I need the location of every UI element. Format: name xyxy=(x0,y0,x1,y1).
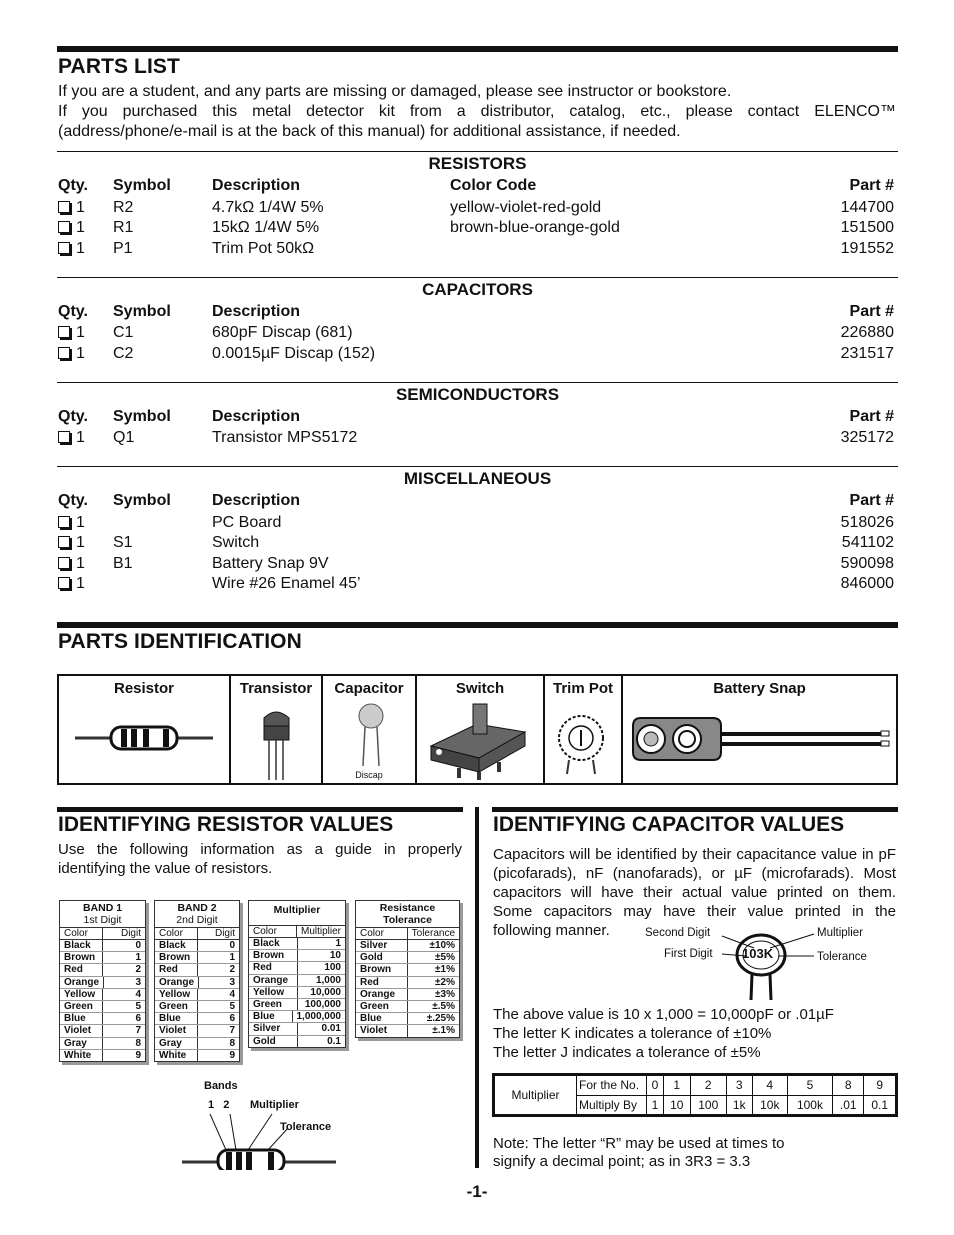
parts-list-intro xyxy=(58,82,896,142)
col-description: Description xyxy=(212,177,301,194)
checkbox[interactable] xyxy=(58,516,70,528)
table-row: Green 5 xyxy=(155,1001,239,1013)
table-row: Blue 1,000,000 xyxy=(249,1011,345,1023)
table-row: Orange ±3% xyxy=(356,989,459,1001)
resistor-values-text: Use the following information as a guide in properly identifying the value of resistors. xyxy=(58,841,462,877)
capacitor-values-bar xyxy=(492,807,898,812)
resistor-cell: Resistor xyxy=(59,676,231,783)
table-row: Gray 8 xyxy=(60,1038,145,1050)
table-row: White 9 xyxy=(60,1050,145,1061)
table-row: 1 PC Board 518026 xyxy=(58,512,896,533)
trim-pot-icon xyxy=(545,676,621,783)
table-row: 1 Q1 Transistor MPS5172 325172 xyxy=(58,427,896,448)
table-row: Green 100,000 xyxy=(249,999,345,1011)
miscellaneous-header: Qty. Symbol Description Part # xyxy=(58,492,894,509)
resistor-values-bar xyxy=(57,807,463,812)
col-symbol: Symbol xyxy=(113,177,171,194)
capacitor-values-text: Capacitors will be identified by their capacitance value in pF (picofarads), nF (nanofarads), or µF (microfarads). Most capacitors will have their actual value printed on them. Some capacitors may have their value printed in the following manner. xyxy=(493,846,896,939)
capacitor-code-diagram xyxy=(718,924,816,1004)
checkbox[interactable] xyxy=(58,221,70,233)
multiplier-label-cap: Multiplier xyxy=(817,927,864,939)
table-row: Violet ±.1% xyxy=(356,1025,459,1036)
top-rule xyxy=(57,46,898,52)
checkbox[interactable] xyxy=(58,347,70,359)
checkbox[interactable] xyxy=(58,557,70,569)
table-row: Blue 6 xyxy=(60,1013,145,1025)
table-row: Orange 3 xyxy=(155,977,239,989)
table-row: Black 0 xyxy=(60,940,145,952)
checkbox[interactable] xyxy=(58,577,70,589)
second-digit-label: Second Digit xyxy=(645,927,711,939)
switch-icon xyxy=(417,676,543,783)
band2-table: BAND 2 2nd Digit Color Digit Black 0 Brown 1 Red 2 Orange 3 Yellow 4 Green 5 Blue 6 Violet 7 Gray 8 White 9 xyxy=(154,900,240,1062)
bands-label: Bands xyxy=(204,1080,238,1092)
table-row: Green ±.5% xyxy=(356,1001,459,1013)
capacitor-example: The above value is 10 x 1,000 = 10,000pF or .01µF The letter K indicates a tolerance of ±10% The letter J indicates a tolerance of ±5% xyxy=(493,1006,834,1061)
transistor-cell: Transistor xyxy=(231,676,323,783)
semiconductors-rule xyxy=(57,382,898,383)
table-row: Brown 1 xyxy=(60,952,145,964)
table-row: Brown 10 xyxy=(249,950,345,962)
capacitor-cell: Capacitor Discap xyxy=(323,676,417,783)
miscellaneous-title: MISCELLANEOUS xyxy=(403,469,552,488)
table-row: Yellow 4 xyxy=(60,989,145,1001)
resistors-header xyxy=(58,175,896,196)
capacitors-title: CAPACITORS xyxy=(422,280,533,299)
discap-caption: Discap xyxy=(355,770,383,780)
trim-pot-cell: Trim Pot xyxy=(545,676,623,783)
col-color-code: Color Code xyxy=(450,177,537,194)
table-row: 1 B1 Battery Snap 9V 590098 xyxy=(58,553,896,574)
capacitor-multiplier-table: Multiplier For the No. 0 1 2 3 4 5 8 9 Multiply By 1 10 100 1k 10k 100k .01 0.1 xyxy=(492,1073,898,1117)
col-part: Part # xyxy=(849,177,894,194)
intro-line-3: (address/phone/e-mail is at the back of this manual) for additional assistance, if needed. xyxy=(58,123,681,140)
parts-id-table xyxy=(57,674,898,785)
semiconductors-title: SEMICONDUCTORS xyxy=(395,385,560,404)
page-number: -1- xyxy=(466,1182,488,1201)
capacitor-values-title: IDENTIFYING CAPACITOR VALUES xyxy=(493,813,845,836)
col-qty: Qty. xyxy=(58,177,88,194)
semiconductors-header: Qty. Symbol Description Part # xyxy=(58,408,894,425)
parts-id-title: PARTS IDENTIFICATION xyxy=(58,630,302,653)
checkbox[interactable] xyxy=(58,242,70,254)
table-row: Red ±2% xyxy=(356,977,459,989)
capacitors-rule xyxy=(57,277,898,278)
table-row: Blue 6 xyxy=(155,1013,239,1025)
table-row: Red 2 xyxy=(155,964,239,976)
transistor-icon xyxy=(231,676,321,783)
table-row: Silver ±10% xyxy=(356,940,459,952)
table-row: Blue ±.25% xyxy=(356,1013,459,1025)
table-row: Black 0 xyxy=(155,940,239,952)
table-row: Orange 1,000 xyxy=(249,975,345,987)
table-row: Violet 7 xyxy=(155,1025,239,1037)
miscellaneous-rule xyxy=(57,466,898,467)
resistor-bands-diagram xyxy=(180,1108,340,1170)
table-row: Brown ±1% xyxy=(356,964,459,976)
table-row: Red 2 xyxy=(60,964,145,976)
multiplier-table: Multiplier Color Multiplier Black 1 Brown 10 Red 100 Orange 1,000 Yellow 10,000 Green 100,000 Blue 1,000,000 Silver 0.01 Gold 0.1 xyxy=(248,900,346,1048)
table-row: 1 R2 4.7kΩ 1/4W 5% yellow-violet-red-gold 144700 xyxy=(58,197,896,218)
resistor-values-title: IDENTIFYING RESISTOR VALUES xyxy=(58,813,394,836)
table-row: Gold ±5% xyxy=(356,952,459,964)
multiplier-label: Multiplier xyxy=(250,1099,299,1111)
parts-id-rule xyxy=(57,622,898,628)
capacitor-icon xyxy=(323,676,415,783)
table-row: 1 S1 Switch 541102 xyxy=(58,532,896,553)
battery-snap-cell: Battery Snap xyxy=(623,676,896,783)
table-row: Red 100 xyxy=(249,962,345,974)
capacitors-header: Qty. Symbol Description Part # xyxy=(58,303,894,320)
table-row: 1 R1 15kΩ 1/4W 5% brown-blue-orange-gold 151500 xyxy=(58,217,896,238)
table-row: 1 P1 Trim Pot 50kΩ 191552 xyxy=(58,238,896,259)
battery-snap-icon xyxy=(623,676,895,783)
tolerance-table: Resistance Tolerance Color Tolerance Silver ±10% Gold ±5% Brown ±1% Red ±2% Orange ±3% Green ±.5% Blue ±.25% Violet ±.1% xyxy=(355,900,460,1038)
intro-line-1: If you are a student, and any parts are missing or damaged, please see instructor or bookstore. xyxy=(58,83,732,100)
resistors-rule xyxy=(57,151,898,152)
table-row: Orange 3 xyxy=(60,977,145,989)
table-row: 1 C2 0.0015µF Discap (152) 231517 xyxy=(58,343,896,364)
table-row: Yellow 4 xyxy=(155,989,239,1001)
band-numbers-label: 1 2 xyxy=(208,1099,230,1111)
first-digit-label: First Digit xyxy=(664,948,713,960)
table-row: 1 C1 680pF Discap (681) 226880 xyxy=(58,322,896,343)
checkbox[interactable] xyxy=(58,431,70,443)
checkbox[interactable] xyxy=(58,536,70,548)
table-row: Green 5 xyxy=(60,1001,145,1013)
resistor-icon xyxy=(59,676,229,783)
checkbox[interactable] xyxy=(58,201,70,213)
band1-table: BAND 1 1st Digit Color Digit Black 0 Brown 1 Red 2 Orange 3 Yellow 4 Green 5 Blue 6 Violet 7 Gray 8 White 9 xyxy=(59,900,146,1062)
parts-list-title: PARTS LIST xyxy=(58,55,180,78)
tolerance-label-cap: Tolerance xyxy=(817,951,867,963)
checkbox[interactable] xyxy=(58,326,70,338)
table-row: Black 1 xyxy=(249,938,345,950)
tolerance-label: Tolerance xyxy=(280,1121,332,1133)
table-row: Silver 0.01 xyxy=(249,1023,345,1035)
table-row: 1 Wire #26 Enamel 45’ 846000 xyxy=(58,573,896,594)
column-divider xyxy=(475,807,479,1168)
table-row: Brown 1 xyxy=(155,952,239,964)
table-row: Yellow 10,000 xyxy=(249,987,345,999)
table-row: Violet 7 xyxy=(60,1025,145,1037)
decimal-note: Note: The letter “R” may be used at times to signify a decimal point; as in 3R3 = 3.3 xyxy=(493,1135,785,1170)
intro-line-2: If you purchased this metal detector kit from a distributor, catalog, etc., please contact ELENCO™ xyxy=(58,103,896,120)
table-row: White 9 xyxy=(155,1050,239,1061)
capacitor-code: 103K xyxy=(742,946,774,961)
table-row: Gray 8 xyxy=(155,1038,239,1050)
table-row: Gold 0.1 xyxy=(249,1036,345,1047)
resistors-title: RESISTORS xyxy=(428,154,527,173)
switch-cell: Switch xyxy=(417,676,545,783)
